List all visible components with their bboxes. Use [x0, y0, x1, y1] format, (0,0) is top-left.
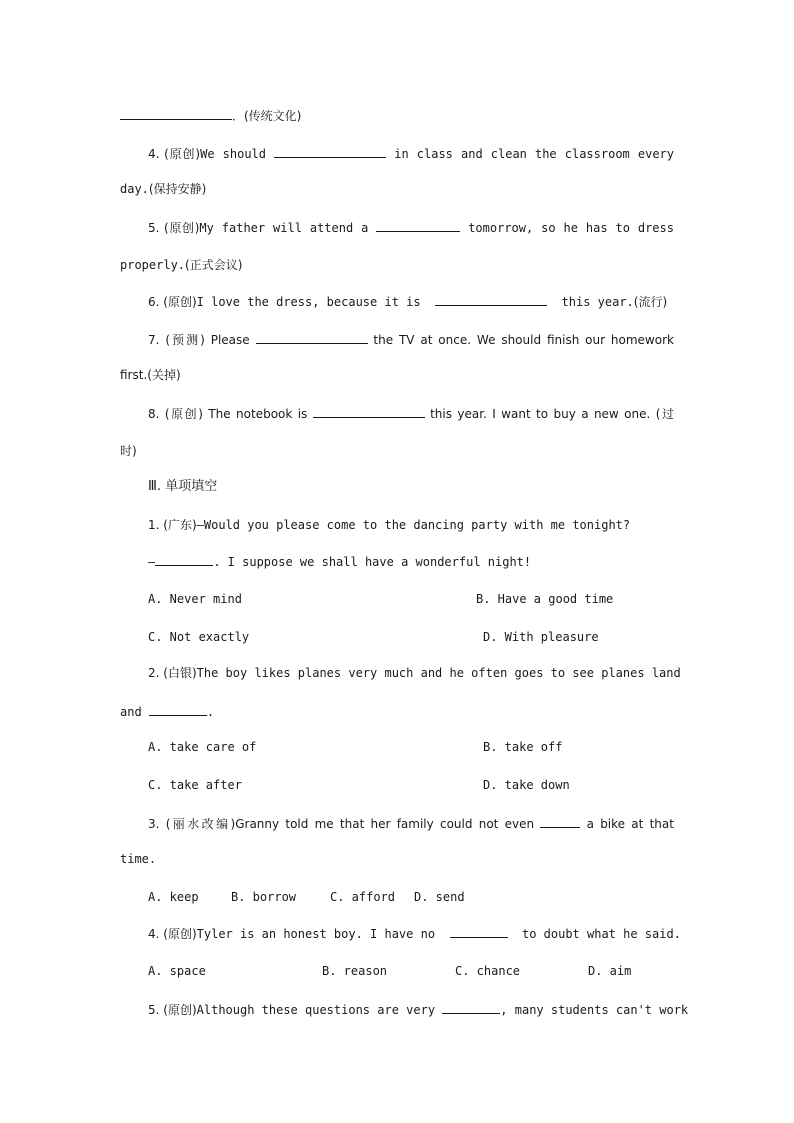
question-text: . I suppose we shall have a wonderful night!	[213, 555, 532, 569]
option-d[interactable]: D. take down	[483, 778, 570, 792]
question-3	[148, 814, 674, 832]
hint: (保持安静)	[148, 182, 207, 196]
answer-blank[interactable]	[256, 330, 368, 344]
fill-item-5	[148, 218, 674, 236]
answer-blank[interactable]	[274, 144, 386, 158]
option-d[interactable]: D. send	[414, 890, 465, 904]
question-text: , many students can't work	[500, 1003, 689, 1017]
answer-blank[interactable]	[376, 218, 460, 232]
question-text: to doubt what he said.	[521, 927, 681, 941]
option-c[interactable]: C. afford	[330, 890, 396, 904]
question-text: —Would you please come to the dancing party with me tonight?	[196, 518, 631, 532]
question-text: a bike at that	[586, 817, 674, 831]
answer-blank[interactable]	[435, 292, 547, 306]
question-3-cont: time.	[120, 852, 157, 866]
question-source: 1. (广东)	[148, 518, 197, 532]
option-a[interactable]: A. keep	[148, 890, 199, 904]
question-text: I love the dress, because it is	[196, 295, 421, 309]
hint: ．(传统文化)	[232, 109, 302, 123]
question-1	[148, 516, 630, 534]
question-source: 6. (原创)	[148, 295, 197, 309]
question-source: 5. (原创)	[148, 221, 200, 235]
question-source: 4. (原创)	[148, 927, 197, 941]
question-text: this year. I want to buy a new one.	[430, 407, 651, 421]
dash: —	[148, 555, 156, 569]
option-a[interactable]: A. take care of	[148, 740, 257, 754]
hint: (正式会议)	[185, 258, 243, 272]
question-text: tomorrow, so he has to dress	[468, 221, 674, 235]
option-b[interactable]: B. Have a good time	[476, 592, 614, 606]
question-source: 7. (预测)	[148, 333, 205, 347]
question-text: the TV at once. We should finish our homework	[373, 333, 674, 347]
option-b[interactable]: B. reason	[322, 964, 388, 978]
answer-blank[interactable]	[442, 1000, 500, 1014]
fill-item-7-cont	[120, 366, 181, 384]
question-text: We should	[200, 147, 267, 161]
hint: (流行)	[633, 295, 668, 309]
question-5	[148, 1000, 689, 1018]
hint: (关掉)	[147, 368, 181, 382]
option-c[interactable]: C. chance	[455, 964, 521, 978]
answer-blank[interactable]	[450, 924, 508, 938]
question-4	[148, 924, 681, 942]
question-text: this year.	[561, 295, 634, 309]
option-d[interactable]: D. aim	[588, 964, 632, 978]
fill-item-8-cont	[120, 442, 137, 460]
option-b[interactable]: B. take off	[483, 740, 563, 754]
option-a[interactable]: A. space	[148, 964, 206, 978]
question-source: 5. (原创)	[148, 1003, 197, 1017]
answer-blank[interactable]	[540, 814, 580, 828]
question-text: My father will attend a	[199, 221, 369, 235]
option-b[interactable]: B. borrow	[231, 890, 297, 904]
question-text: and	[120, 705, 142, 719]
question-2	[148, 664, 681, 682]
hint: 时)	[120, 444, 137, 458]
option-c[interactable]: C. Not exactly	[148, 630, 250, 644]
question-text: Tyler is an honest boy. I have no	[196, 927, 436, 941]
question-text: Please	[210, 333, 250, 347]
question-text: in class and clean the classroom every	[394, 147, 674, 161]
fill-item-6	[148, 292, 667, 310]
fill-item-0	[120, 106, 301, 124]
option-d[interactable]: D. With pleasure	[483, 630, 599, 644]
option-a[interactable]: A. Never mind	[148, 592, 242, 606]
fill-item-7	[148, 330, 674, 348]
question-1-reply	[148, 552, 531, 570]
fill-item-4	[148, 144, 674, 162]
question-source: 4. (原创)	[148, 147, 201, 161]
question-source: 2. (白银)	[148, 666, 197, 680]
hint: (过	[655, 407, 674, 421]
fill-item-5-cont	[120, 256, 242, 274]
section-title: Ⅲ. 单项填空	[148, 479, 218, 494]
fill-item-4-cont	[120, 180, 206, 198]
answer-blank[interactable]	[313, 404, 425, 418]
fill-item-8	[148, 404, 674, 422]
option-c[interactable]: C. take after	[148, 778, 242, 792]
question-source: 8. (原创)	[148, 407, 203, 421]
question-text: properly.	[120, 258, 186, 272]
answer-blank[interactable]	[149, 702, 207, 716]
question-2-cont: and .	[120, 702, 214, 720]
question-text: The boy likes planes very much and he often goes to see planes land	[196, 666, 681, 680]
question-source: 3. (丽水改编)	[148, 817, 236, 831]
question-text: first.	[120, 368, 148, 382]
question-text: Although these questions are very	[196, 1003, 436, 1017]
question-text: The notebook is	[208, 407, 308, 421]
answer-blank[interactable]	[120, 106, 232, 120]
question-text: day.	[120, 182, 149, 196]
question-text: Granny told me that her family could not even	[235, 817, 535, 831]
answer-blank[interactable]	[155, 552, 213, 566]
